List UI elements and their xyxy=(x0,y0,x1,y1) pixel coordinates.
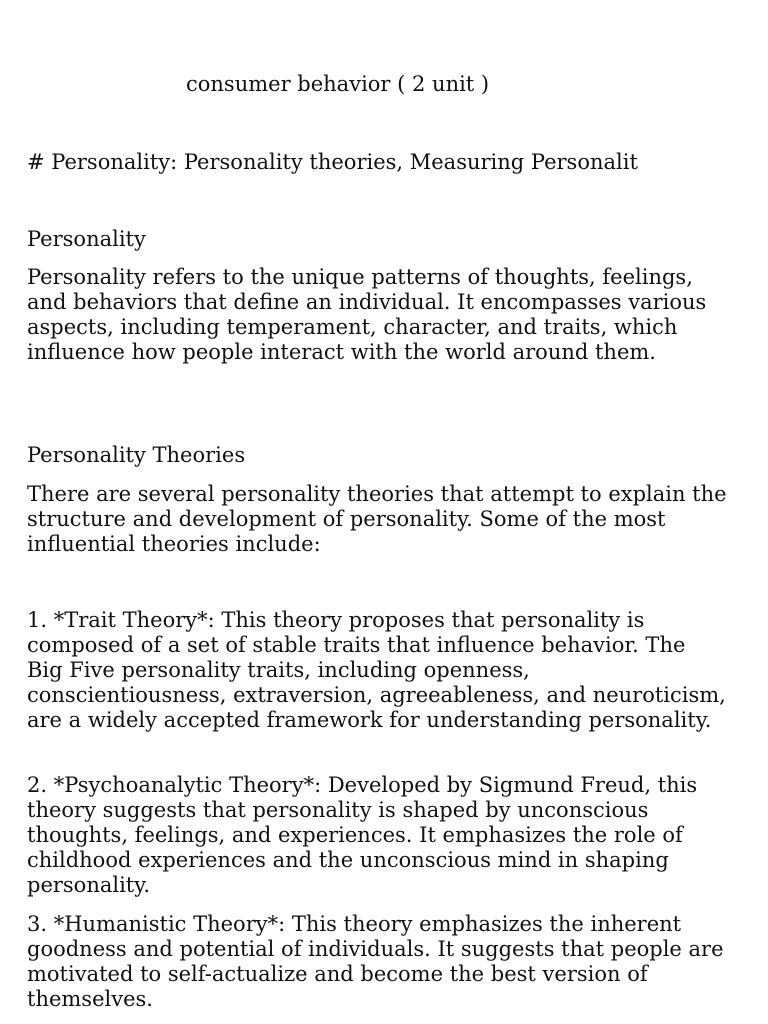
theories-heading: Personality Theories xyxy=(27,443,246,467)
section-heading: # Personality: Personality theories, Measuring Personalit xyxy=(27,150,638,174)
document-title: consumer behavior ( 2 unit ) xyxy=(186,72,490,96)
theories-intro-paragraph: There are several personality theories that attempt to explain the structure and development of personality. Some of the most influential theories include: xyxy=(27,482,727,556)
personality-paragraph: Personality refers to the unique patterns of thoughts, feelings, and behaviors that define an individual. It encompasses various aspects, including temperament, character, and traits, which influence how people interact with the world around them. xyxy=(27,265,707,364)
list-item-psychoanalytic-theory: 2. *Psychoanalytic Theory*: Developed by Sigmund Freud, this theory suggests that personality is shaped by unconscious thoughts, feelings, and experiences. It emphasizes the role of childhood experiences and the unconscious mind in shaping personality. xyxy=(27,773,698,897)
personality-heading: Personality xyxy=(27,227,146,251)
list-item-humanistic-theory: 3. *Humanistic Theory*: This theory emphasizes the inherent goodness and potential of individuals. It suggests that people are motivated to self-actualize and become the best version of themselves. xyxy=(27,912,724,1011)
list-item-trait-theory: 1. *Trait Theory*: This theory proposes that personality is composed of a set of stable traits that influence behavior. The Big Five personality traits, including openness, conscientiousness, extraversion, agreeableness, and neuroticism, are a widely accepted framework for understanding personality. xyxy=(27,608,726,732)
